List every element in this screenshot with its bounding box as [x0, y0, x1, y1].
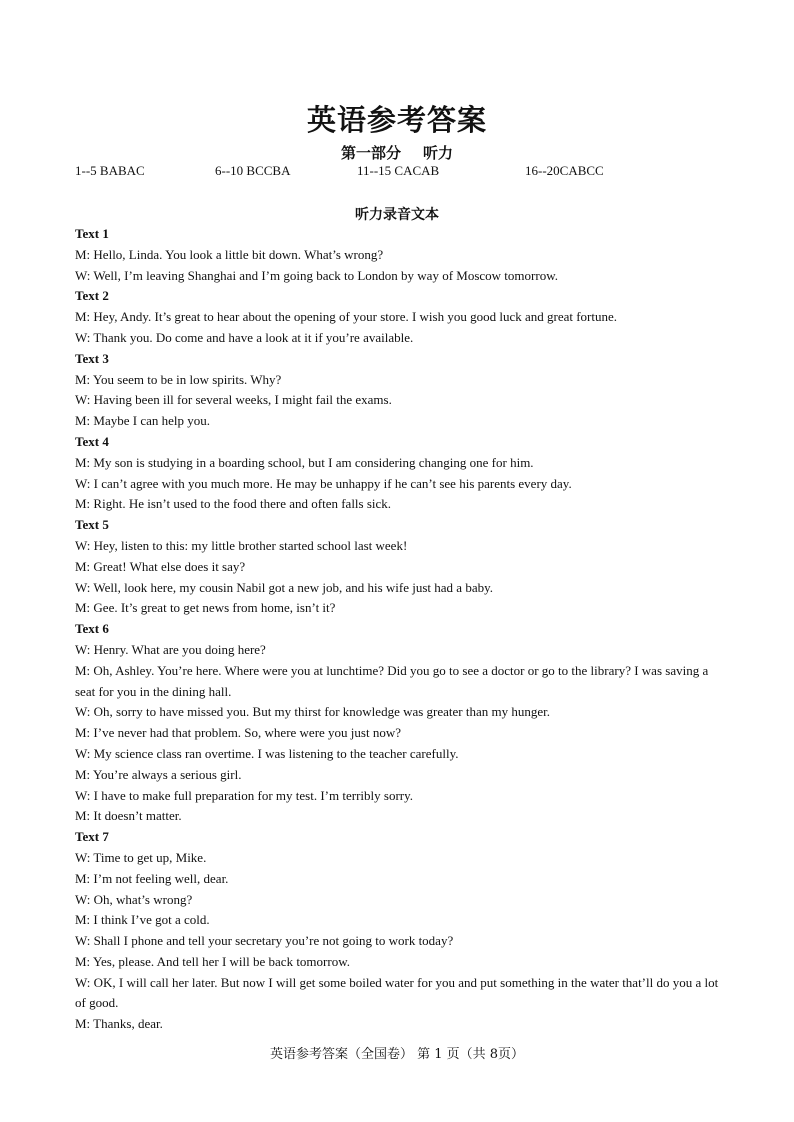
dialogue-line: W: Well, I’m leaving Shanghai and I’m going back to London by way of Moscow tomorrow. [75, 267, 558, 283]
text-label: Text 3 [75, 350, 109, 366]
text-label: Text 2 [75, 288, 109, 304]
dialogue-line: M: Great! What else does it say? [75, 558, 246, 574]
dialogue-line: M: My son is studying in a boarding school, but I am considering changing one for him. [75, 454, 534, 470]
transcript-text-block [75, 286, 725, 348]
dialogue-line: W: Having been ill for several weeks, I might fail the exams. [75, 392, 392, 408]
page-footer: 英语参考答案（全国卷） 第 1 页（共 8页） [269, 1047, 525, 1062]
transcript-text-block [75, 224, 725, 286]
transcript-text-block [75, 349, 725, 432]
part-heading [0, 142, 794, 163]
dialogue-line: M: I’m not feeling well, dear. [75, 870, 229, 886]
dialogue-line: M: I’ve never had that problem. So, where were you just now? [75, 725, 401, 741]
dialogue-line: M: Thanks, dear. [75, 1016, 163, 1032]
dialogue-line: M: I think I’ve got a cold. [75, 912, 210, 928]
transcript-text-block [75, 827, 725, 1035]
dialogue-line: M: Right. He isn’t used to the food there and often falls sick. [75, 496, 392, 512]
document-title: 英语参考答案 [306, 103, 487, 137]
dialogue-line: W: My science class ran overtime. I was listening to the teacher carefully. [75, 745, 459, 761]
dialogue-line: W: Well, look here, my cousin Nabil got a new job, and his wife just had a baby. [75, 579, 493, 595]
dialogue-line: M: You seem to be in low spirits. Why? [75, 371, 282, 387]
dialogue-line: M: Yes, please. And tell her I will be back tomorrow. [75, 953, 350, 969]
text-label: Text 6 [75, 621, 109, 637]
text-label: Text 1 [75, 226, 109, 241]
part-label: 第一部分 [340, 144, 401, 162]
dialogue-line: W: Oh, what’s wrong? [75, 891, 193, 907]
text-label: Text 7 [75, 829, 109, 845]
dialogue-line: M: Gee. It’s great to get news from home, isn’t it? [75, 600, 336, 616]
answer-group: 16--20CABCC [525, 163, 604, 178]
dialogue-line: M: Hey, Andy. It’s great to hear about the opening of your store. I wish you good luck and great fortune. [75, 309, 618, 325]
dialogue-line: W: OK, I will call her later. But now I will get some boiled water for you and put something in the water that’ll do you a lot of good. [75, 974, 719, 1011]
dialogue-line: W: Shall I phone and tell your secretary you’re not going to work today? [75, 933, 454, 949]
dialogue-line: M: Maybe I can help you. [75, 413, 211, 429]
answer-key-row [75, 163, 735, 181]
dialogue-line: M: Hello, Linda. You look a little bit down. What’s wrong? [75, 246, 384, 262]
transcript-text-block [75, 515, 725, 619]
dialogue-line: W: Oh, sorry to have missed you. But my thirst for knowledge was greater than my hunger. [75, 704, 551, 720]
dialogue-line: W: I have to make full preparation for my test. I’m terribly sorry. [75, 787, 414, 803]
transcript-heading: 听力录音文本 [355, 207, 439, 223]
dialogue-line: W: I can’t agree with you much more. He may be unhappy if he can’t see his parents every day. [75, 475, 572, 491]
transcript-text-block [75, 432, 725, 515]
dialogue-line: W: Henry. What are you doing here? [75, 641, 266, 657]
section-label: 听力 [423, 144, 454, 162]
answer-group: 11--15 CACAB [357, 163, 440, 178]
answer-group: 6--10 BCCBA [215, 163, 291, 178]
text-label: Text 4 [75, 433, 109, 449]
dialogue-line: M: You’re always a serious girl. [75, 766, 242, 782]
transcript-body [75, 224, 725, 1035]
dialogue-line: W: Hey, listen to this: my little brother started school last week! [75, 537, 408, 553]
dialogue-line: W: Time to get up, Mike. [75, 849, 207, 865]
answer-group: 1--5 BABAC [75, 163, 145, 178]
transcript-text-block [75, 619, 725, 827]
dialogue-line: M: Oh, Ashley. You’re here. Where were you at lunchtime? Did you go to see a doctor or go to the library? I was saving a seat for you in the dining hall. [75, 662, 709, 699]
dialogue-line: M: It doesn’t matter. [75, 808, 182, 824]
text-label: Text 5 [75, 517, 109, 533]
dialogue-line: W: Thank you. Do come and have a look at it if you’re available. [75, 329, 414, 345]
